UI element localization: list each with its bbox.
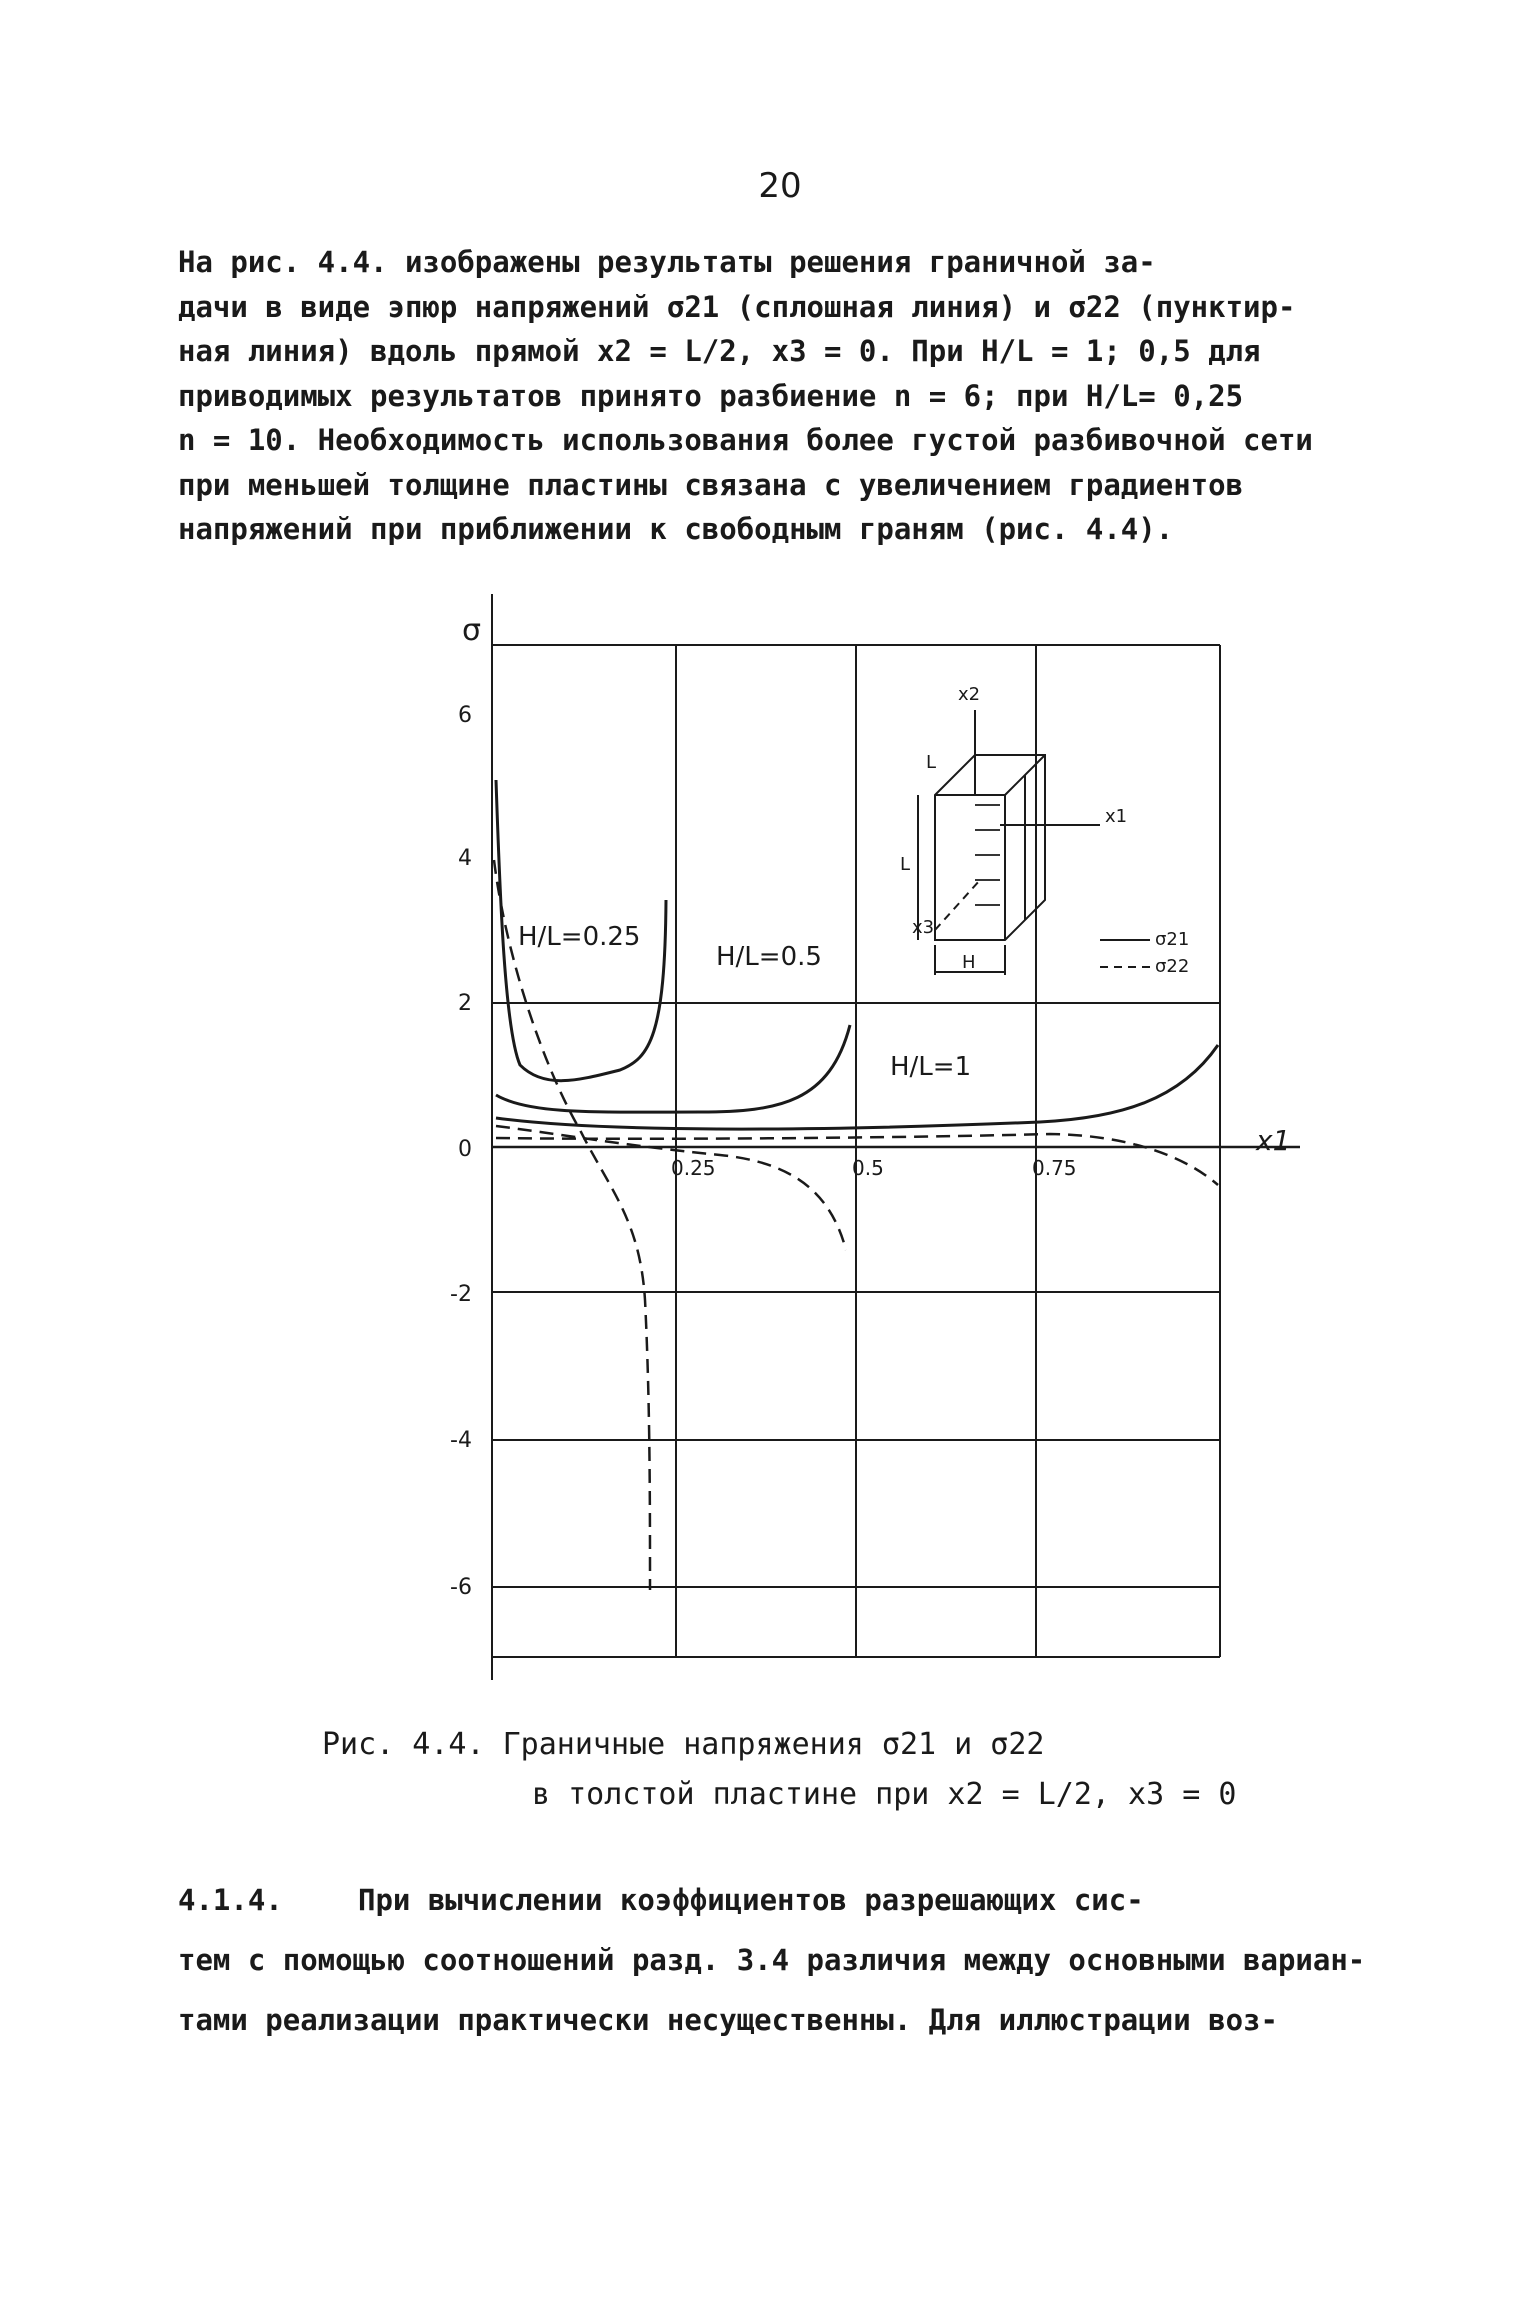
curve-label-h1: H/L=1 bbox=[890, 1052, 972, 1082]
caption-line: Рис. 4.4. Граничные напряжения σ21 и σ22 bbox=[322, 1727, 1045, 1762]
inset-dim-label: L bbox=[900, 854, 911, 875]
text-line: На рис. 4.4. изображены результаты решения граничной за- bbox=[178, 245, 1156, 279]
x-tick-labels bbox=[671, 1156, 1077, 1180]
caption-line: в толстой пластине при x2 = L/2, x3 = 0 bbox=[532, 1777, 1237, 1812]
text-line: тами реализации практически несущественны. Для иллюстрации воз- bbox=[178, 2003, 1278, 2037]
sigma22-curves bbox=[494, 860, 1218, 1590]
sigma21-curve-h025 bbox=[496, 780, 666, 1081]
section-number: 4.1.4. bbox=[178, 1883, 283, 1917]
sigma21-curve-h1 bbox=[496, 1045, 1218, 1129]
text-line: n = 10. Необходимость использования более густой разбивочной сети bbox=[178, 423, 1313, 457]
y-tick-label: -2 bbox=[450, 1282, 472, 1307]
x-tick-label: 0.25 bbox=[671, 1156, 716, 1180]
curve-label-h025: H/L=0.25 bbox=[518, 922, 641, 952]
text-line: тем с помощью соотношений разд. 3.4 различия между основными вариан- bbox=[178, 1943, 1366, 1977]
text-line: при меньшей толщине пластины связана с увеличением градиентов bbox=[178, 467, 1244, 502]
inset-axis-label: x3 bbox=[912, 917, 935, 938]
x-tick-label: 0.75 bbox=[1032, 1156, 1077, 1180]
text-line: ная линия) вдоль прямой x2 = L/2, x3 = 0. При H/L = 1; 0,5 для bbox=[178, 334, 1261, 368]
plate-outline bbox=[935, 755, 1045, 940]
y-tick-label: 2 bbox=[458, 991, 472, 1016]
inset-dim-label: L bbox=[926, 752, 937, 773]
y-tick-label: -6 bbox=[450, 1575, 472, 1600]
y-tick-label: 6 bbox=[458, 703, 472, 728]
y-tick-label: -4 bbox=[450, 1428, 472, 1453]
inset-dim-label: H bbox=[962, 952, 976, 973]
inset-labels bbox=[900, 684, 1189, 977]
text-line bbox=[178, 1870, 1428, 1930]
sigma22-curve-h05 bbox=[496, 1126, 846, 1250]
y-tick-labels bbox=[450, 703, 472, 1600]
legend-label-solid: σ21 bbox=[1155, 929, 1190, 950]
y-axis-label: σ bbox=[462, 613, 482, 648]
paragraph-section-4-1-4 bbox=[178, 1870, 1428, 2050]
sigma21-curve-h05 bbox=[496, 1025, 850, 1112]
sigma22-curve-h1 bbox=[496, 1134, 1218, 1185]
curve-label-h05: H/L=0.5 bbox=[716, 942, 822, 972]
stress-arrows bbox=[975, 805, 1000, 905]
y-tick-label: 0 bbox=[458, 1137, 472, 1162]
text-line: приводимых результатов принято разбиение n = 6; при H/L= 0,25 bbox=[178, 378, 1244, 413]
page-number: 20 bbox=[758, 166, 802, 206]
x-axis-label: x1 bbox=[1256, 1124, 1291, 1157]
inset-plate-diagram bbox=[918, 710, 1150, 975]
legend-label-dashed: σ22 bbox=[1155, 956, 1190, 977]
inset-axis-label: x2 bbox=[958, 684, 981, 705]
inset-axis-label: x1 bbox=[1105, 806, 1128, 827]
sigma22-curve-h025 bbox=[494, 860, 650, 1590]
text-line: дачи в виде эпюр напряжений σ21 (сплошная линия) и σ22 (пунктир- bbox=[178, 289, 1296, 324]
chart-grid bbox=[492, 594, 1300, 1680]
text-line-body: При вычислении коэффициентов разрешающих сис- bbox=[358, 1883, 1144, 1917]
text-line: напряжений при приближении к свободным граням (рис. 4.4). bbox=[178, 512, 1174, 546]
figure-caption bbox=[322, 1720, 1322, 1820]
y-tick-label: 4 bbox=[458, 846, 472, 871]
sigma21-curves bbox=[496, 780, 1218, 1129]
paragraph-fig-description bbox=[178, 240, 1428, 552]
x-tick-label: 0.5 bbox=[852, 1156, 884, 1180]
